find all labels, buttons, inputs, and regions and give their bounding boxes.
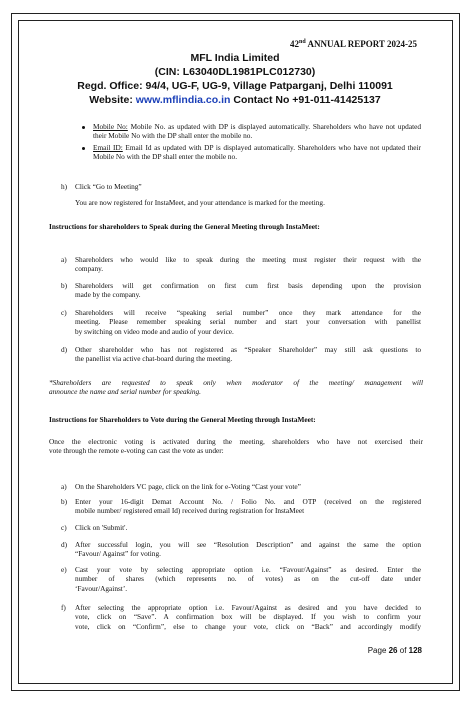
speak-heading: Instructions for shareholders to Speak during the General Meeting through InstaMeet: bbox=[49, 222, 320, 231]
vote-intro: Once the electronic voting is activated during the meeting, shareholders who have not exercised their vote through the remote e-voting can cast the vote as under: bbox=[49, 437, 423, 456]
registered-office: Regd. Office: 94/4, UG-F, UG-9, Village Patparganj, Delhi 110091 bbox=[77, 80, 393, 92]
speak-item-marker: d) bbox=[61, 345, 68, 354]
step-marker: h) bbox=[61, 182, 68, 191]
vote-item-d: After successful login, you will see “Resolution Description” and against the same the option “Favour/ Against” for voting. bbox=[75, 540, 421, 559]
vote-heading: Instructions for Shareholders to Vote during the General Meeting through InstaMeet: bbox=[49, 415, 316, 424]
registered-text: You are now registered for InstaMeet, and your attendance is marked for the meeting. bbox=[75, 198, 325, 207]
vote-item-marker: f) bbox=[61, 603, 66, 612]
company-name: MFL India Limited bbox=[190, 52, 280, 64]
vote-item-marker: c) bbox=[61, 523, 67, 532]
vote-item-marker: d) bbox=[61, 540, 68, 549]
vote-item-c: Click on 'Submit'. bbox=[75, 523, 128, 532]
annual-report-title: 42nd ANNUAL REPORT 2024-25 bbox=[290, 39, 417, 49]
speak-item-marker: c) bbox=[61, 308, 67, 317]
speak-note: *Shareholders are requested to speak only when moderator of the meeting/ management will announce the name and serial number for speaking. bbox=[49, 378, 423, 397]
contact-line: Website: www.mflindia.co.in Contact No +91-011-41425137 bbox=[89, 94, 381, 106]
speak-item-b: Shareholders will get confirmation on first cum first basis depending upon the provision made by the company. bbox=[75, 281, 421, 300]
page-number: Page 26 of 128 bbox=[367, 646, 422, 655]
vote-item-marker: a) bbox=[61, 482, 67, 491]
vote-item-a: On the Shareholders VC page, click on the link for e-Voting “Cast your vote” bbox=[75, 482, 301, 491]
vote-item-f: After selecting the appropriate option i.e. Favour/Against as desired and you have decided to vote, click on “Save”. A confirmation box will be displayed. If you wish to confirm your vote, click on “Confirm”, else to change your vote, click on “Back” and accordingly modify bbox=[75, 603, 421, 631]
speak-item-c: Shareholders will receive “speaking serial number” once they mark attendance for the meeting. Please remember speaking serial number and start your conversation with panellist by switching on video mode and audio of your device. bbox=[75, 308, 421, 336]
speak-item-marker: b) bbox=[61, 281, 68, 290]
website-link[interactable]: www.mflindia.co.in bbox=[135, 94, 231, 106]
speak-item-a: Shareholders who would like to speak during the meeting must register their request with the company. bbox=[75, 255, 421, 274]
vote-item-b: Enter your 16-digit Demat Account No. / Folio No. and OTP (received on the registered mobile number/ registered email Id) received during registration for InstaMeet bbox=[75, 497, 421, 516]
bullet-dot bbox=[82, 126, 85, 129]
speak-item-d: Other shareholder who has not registered as “Speaker Shareholder” may still ask questions to the panellist via active chat-board during the meeting. bbox=[75, 345, 421, 364]
bullet-email: Email ID: Email Id as updated with DP is displayed automatically. Shareholders who have not updated their Mobile No with the DP shall enter the mobile no. bbox=[93, 143, 421, 162]
vote-item-marker: e) bbox=[61, 565, 67, 574]
vote-item-e: Cast your vote by selecting appropriate option i.e. “Favour/Against” as desired. Enter the number of shares (which represents no. of votes) as on the cut-off date under ‘Favour/Against’. bbox=[75, 565, 421, 593]
vote-item-marker: b) bbox=[61, 497, 68, 506]
step-go-to-meeting: Click “Go to Meeting” bbox=[75, 182, 142, 191]
company-cin: (CIN: L63040DL1981PLC012730) bbox=[154, 66, 316, 78]
bullet-mobile: Mobile No: Mobile No. as updated with DP is displayed automatically. Shareholders who have not updated their Mobile No with the DP shall enter the mobile no. bbox=[93, 122, 421, 141]
bullet-dot bbox=[82, 147, 85, 150]
speak-item-marker: a) bbox=[61, 255, 67, 264]
